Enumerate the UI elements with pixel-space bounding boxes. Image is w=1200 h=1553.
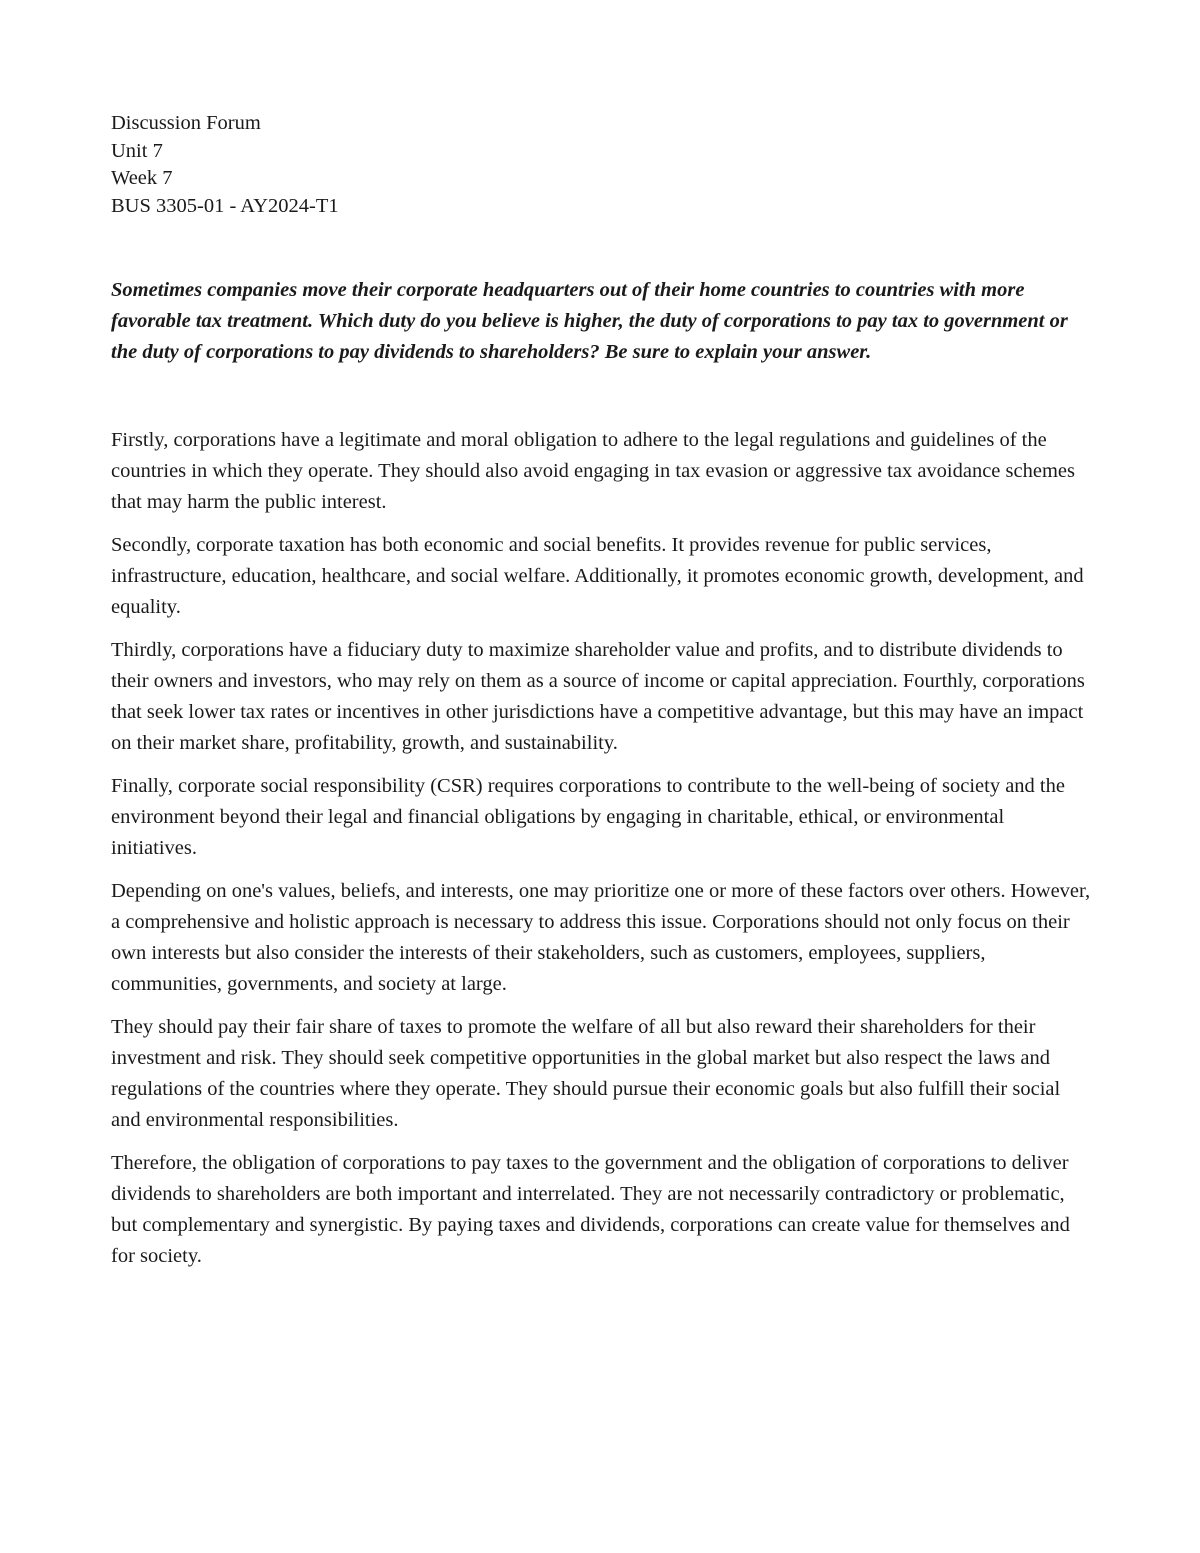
- answer-paragraph: Therefore, the obligation of corporations to pay taxes to the government and the obligation of corporations to deliver dividends to shareholders are both important and interrelated. They are not necessarily contradictory or problematic, but complementary and synergistic. By paying taxes and dividends, corporations can create value for themselves and for society.: [111, 1152, 1070, 1267]
- answer-paragraph: Depending on one's values, beliefs, and interests, one may prioritize one or more of these factors over others. However, a comprehensive and holistic approach is necessary to address this issue. Corporations should not only focus on their own interests but also consider the interests of their stakeholders, such as customers, employees, suppliers, communities, governments, and society at large.: [111, 880, 1091, 995]
- answer-paragraph: Firstly, corporations have a legitimate and moral obligation to adhere to the legal regulations and guidelines of the countries in which they operate. They should also avoid engaging in tax evasion or aggressive tax avoidance schemes that may harm the public interest.: [111, 429, 1075, 513]
- discussion-question: Sometimes companies move their corporate headquarters out of their home countries to countries with more favorable tax treatment. Which duty do you believe is higher, the duty of corporations to pay tax to government or the duty of corporations to pay dividends to shareholders? Be sure to explain your answer.: [111, 279, 1068, 363]
- unit-label: Unit 7: [111, 139, 163, 162]
- week-label: Week 7: [111, 167, 173, 189]
- answer-paragraph: Finally, corporate social responsibility (CSR) requires corporations to contribute to the well-being of society and the environment beyond their legal and financial obligations by engaging in charitable, ethical, or environmental initiatives.: [111, 775, 1065, 859]
- document-header: [111, 110, 1091, 220]
- course-code: BUS 3305-01 - AY2024-T1: [111, 194, 339, 217]
- answer-paragraph: Secondly, corporate taxation has both economic and social benefits. It provides revenue for public services, infrastructure, education, healthcare, and social welfare. Additionally, it promotes economic growth, development, and equality.: [111, 534, 1084, 618]
- forum-title: Discussion Forum: [111, 112, 261, 134]
- document-page: [111, 110, 1091, 1284]
- answer-paragraph: They should pay their fair share of taxes to promote the welfare of all but also reward their shareholders for their investment and risk. They should seek competitive opportunities in the global market but also respect the laws and regulations of the countries where they operate. They should pursue their economic goals but also fulfill their social and environmental responsibilities.: [111, 1016, 1061, 1131]
- answer-paragraph: Thirdly, corporations have a fiduciary duty to maximize shareholder value and profits, and to distribute dividends to their owners and investors, who may rely on them as a source of income or capital appreciation. Fourthly, corporations that seek lower tax rates or incentives in other jurisdictions have a competitive advantage, but this may have an impact on their market share, profitability, growth, and sustainability.: [111, 639, 1085, 754]
- answer-body: [111, 425, 1091, 1272]
